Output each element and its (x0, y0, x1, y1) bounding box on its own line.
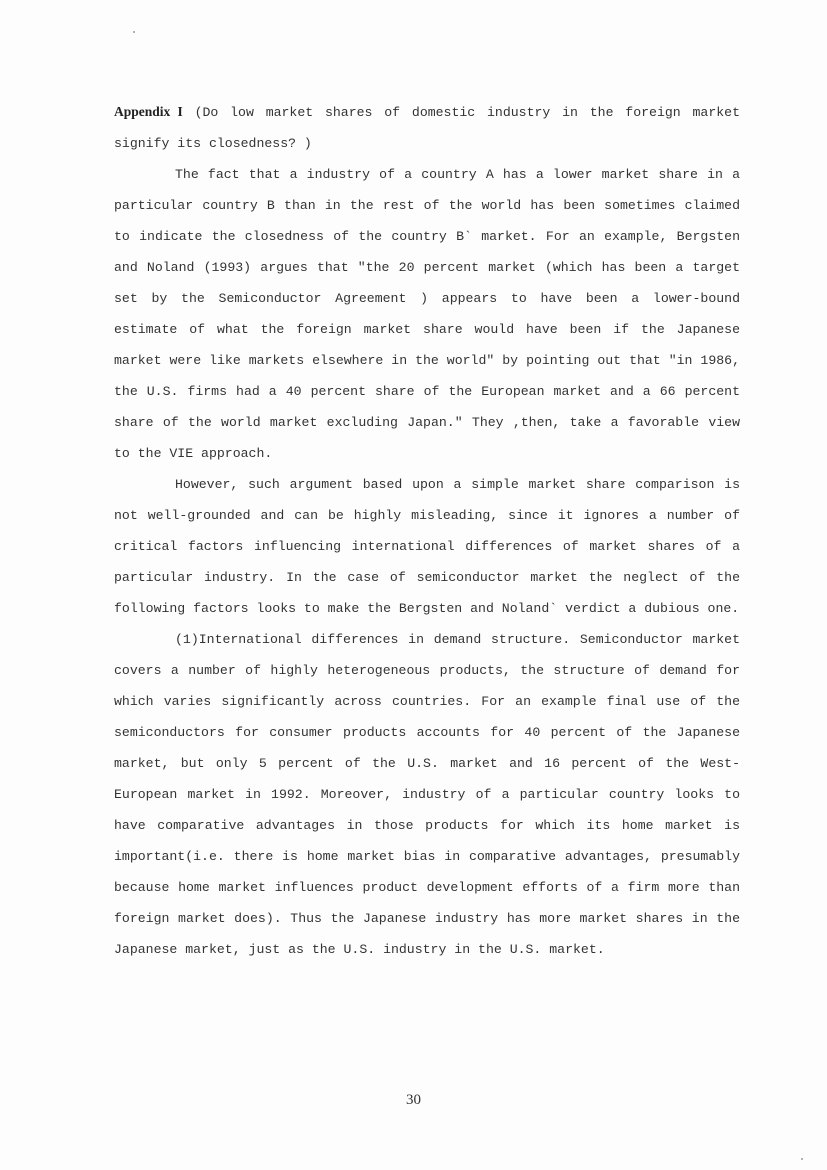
paragraph-2: However, such argument based upon a simple market share comparison is not well-grounded and can be highly misleading, since it ignores a number of critical factors influencing international differences of market shares of a particular industry. In the case of semiconductor market the neglect of the following factors looks to make the Bergsten and Noland` verdict a dubious one. (114, 477, 740, 616)
body-text (114, 96, 740, 965)
paragraph-3: (1)International differences in demand structure. Semiconductor market covers a number of highly heterogeneous products, the structure of demand for which varies significantly across countries. For an example final use of the semiconductors for consumer products accounts for 40 percent of the Japanese market, but only 5 percent of the U.S. market and 16 percent of the West-European market in 1992. Moreover, industry of a particular country looks to have comparative advantages in those products for which its home market is important(i.e. there is home market bias in comparative advantages, presumably because home market influences product development efforts of a firm more than foreign market does). Thus the Japanese industry has more market shares in the Japanese market, just as the U.S. industry in the U.S. market. (114, 632, 740, 957)
scan-speck (801, 1158, 803, 1160)
paragraph-1: The fact that a industry of a country A has a lower market share in a particular country B than in the rest of the world has been sometimes claimed to indicate the closedness of the country B` market. For an example, Bergsten and Noland (1993) argues that "the 20 percent market (which has been a target set by the Semiconductor Agreement ) appears to have been a lower-bound estimate of what the foreign market share would have been if the Japanese market were like markets elsewhere in the world" by pointing out that "in 1986, the U.S. firms had a 40 percent share of the European market and a 66 percent share of the world market excluding Japan." They ,then, take a favorable view to the VIE approach. (114, 167, 740, 461)
appendix-question: (Do low market shares of domestic industry in the foreign market signify its closedness? ) (114, 105, 740, 151)
appendix-heading (114, 96, 740, 159)
page-number: 30 (406, 1092, 421, 1108)
scan-speck (133, 31, 135, 33)
appendix-label: Appendix I (114, 104, 183, 119)
